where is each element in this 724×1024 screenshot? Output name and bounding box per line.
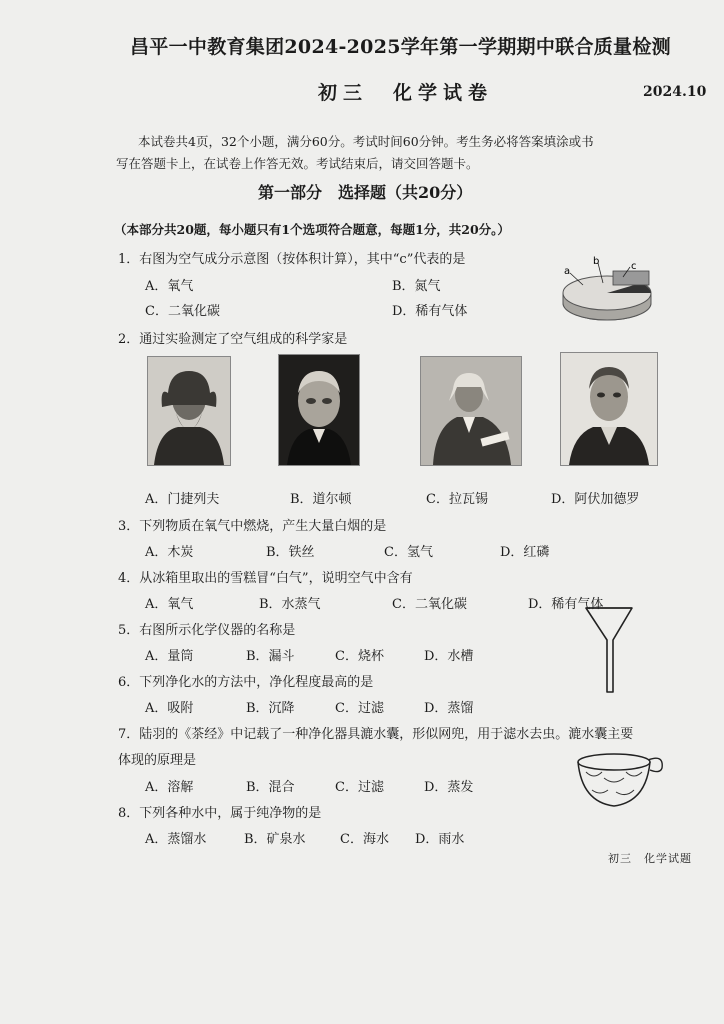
q8-option-d: D．雨水 bbox=[415, 832, 465, 847]
section-note: （本部分共20题，每小题只有1个选项符合题意，每题1分，共20分。） bbox=[114, 222, 510, 237]
air-composition-figure bbox=[555, 255, 665, 327]
figure-label-a: a bbox=[564, 266, 571, 277]
q5-option-b: B．漏斗 bbox=[246, 649, 295, 664]
q4-option-c: C．二氧化碳 bbox=[392, 597, 467, 612]
q4-option-b: B．水蒸气 bbox=[259, 597, 321, 612]
intro-line-1: 本试卷共4页，32个小题，满分60分。考试时间60分钟。考生务必将答案填涂或书 bbox=[138, 134, 594, 149]
q8-option-c: C．海水 bbox=[340, 832, 389, 847]
q4-option-d: D．稀有气体 bbox=[528, 597, 604, 612]
section-title: 第一部分 选择题（共20分） bbox=[258, 183, 473, 202]
portrait-lavoisier bbox=[420, 356, 522, 466]
question-5-stem: 5．右图所示化学仪器的名称是 bbox=[118, 623, 296, 638]
q3-option-b: B．铁丝 bbox=[266, 545, 315, 560]
q6-option-c: C．过滤 bbox=[335, 701, 384, 716]
question-3-stem: 3．下列物质在氧气中燃烧，产生大量白烟的是 bbox=[118, 519, 387, 534]
q1-option-c: C．二氧化碳 bbox=[145, 304, 220, 319]
q6-option-d: D．蒸馏 bbox=[424, 701, 474, 716]
question-2-stem: 2．通过实验测定了空气组成的科学家是 bbox=[118, 332, 348, 347]
q2-option-c: C．拉瓦锡 bbox=[426, 492, 488, 507]
q8-option-b: B．矿泉水 bbox=[244, 832, 306, 847]
figure-label-b: b bbox=[593, 256, 600, 267]
intro-line-2: 写在答题卡上，在试卷上作答无效。考试结束后，请交回答题卡。 bbox=[116, 156, 479, 171]
portrait-dalton bbox=[278, 354, 360, 466]
funnel-figure bbox=[583, 604, 635, 696]
q3-option-a: A．木炭 bbox=[145, 545, 194, 560]
question-7-stem: 7．陆羽的《茶经》中记载了一种净化器具漉水囊，形似网兜，用于滤水去虫。漉水囊主要 bbox=[118, 727, 634, 742]
q6-option-a: A．吸附 bbox=[145, 701, 194, 716]
q5-option-a: A．量筒 bbox=[145, 649, 194, 664]
q6-option-b: B．沉降 bbox=[246, 701, 295, 716]
q2-option-d: D．阿伏加德罗 bbox=[551, 492, 640, 507]
q2-option-a: A．门捷列夫 bbox=[145, 492, 220, 507]
q1-option-a: A．氧气 bbox=[145, 279, 194, 294]
question-6-stem: 6．下列净化水的方法中，净化程度最高的是 bbox=[118, 675, 374, 690]
q3-option-d: D．红磷 bbox=[500, 545, 550, 560]
question-7-stem-continued: 体现的原理是 bbox=[118, 753, 197, 768]
strainer-bag-figure bbox=[574, 750, 668, 812]
question-1-stem: 1．右图为空气成分示意图（按体积计算），其中“c”代表的是 bbox=[118, 252, 466, 267]
q4-option-a: A．氧气 bbox=[145, 597, 194, 612]
q1-option-b: B．氮气 bbox=[392, 279, 441, 294]
q5-option-d: D．水槽 bbox=[424, 649, 474, 664]
page-footer: 初三 化学试题 bbox=[608, 852, 692, 865]
q3-option-c: C．氢气 bbox=[384, 545, 433, 560]
q8-option-a: A．蒸馏水 bbox=[145, 832, 207, 847]
question-4-stem: 4．从冰箱里取出的雪糕冒“白气”，说明空气中含有 bbox=[118, 571, 413, 586]
figure-label-c: c bbox=[631, 261, 637, 272]
q2-option-b: B．道尔顿 bbox=[290, 492, 352, 507]
q7-option-a: A．溶解 bbox=[145, 780, 194, 795]
q1-option-d: D．稀有气体 bbox=[392, 304, 468, 319]
q5-option-c: C．烧杯 bbox=[335, 649, 384, 664]
question-8-stem: 8．下列各种水中，属于纯净物的是 bbox=[118, 806, 322, 821]
q7-option-d: D．蒸发 bbox=[424, 780, 474, 795]
portrait-mendeleev bbox=[147, 356, 231, 466]
portrait-avogadro bbox=[560, 352, 658, 466]
exam-subtitle: 初三 化学试卷 bbox=[318, 82, 494, 104]
exam-title: 昌平一中教育集团2024-2025学年第一学期期中联合质量检测 bbox=[130, 36, 671, 58]
exam-date: 2024.10 bbox=[643, 84, 707, 100]
q7-option-c: C．过滤 bbox=[335, 780, 384, 795]
q7-option-b: B．混合 bbox=[246, 780, 295, 795]
